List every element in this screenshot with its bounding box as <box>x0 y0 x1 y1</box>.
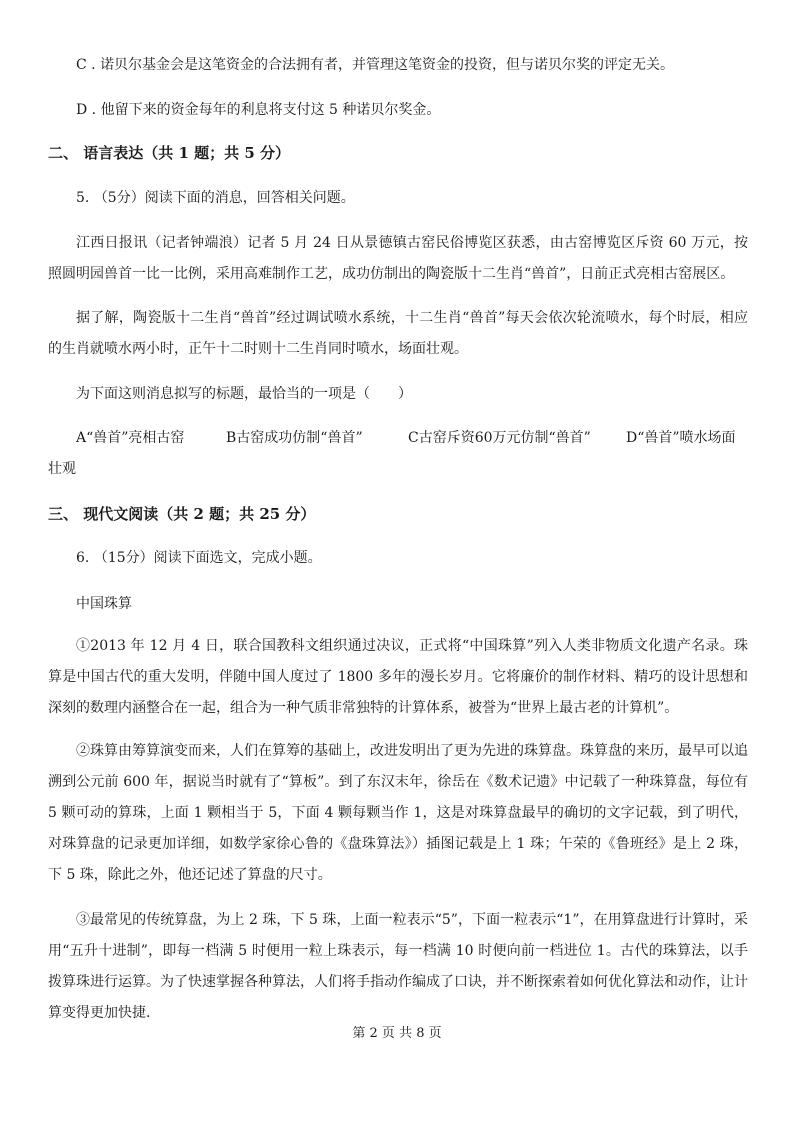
q4-option-d[interactable]: D . 他留下来的资金每年的利息将支付这 5 种诺贝尔奖金。 <box>76 102 441 118</box>
article-paragraph-2: ②珠算由筹算演变而来，人们在算筹的基础上，改进发明出了更为先进的珠算盘。珠算盘的来历，最早可以追溯到公元前 600 年，据说当时就有了“算板”。到了东汉末年，徐岳在《数术记遗》中记载了一种珠算盘，每位有 5 颗可动的算珠，上面 1 颗相当于 5，下面 4 颗每颗当作 1，这是对珠算盘最早的确切的文字记载，到了明代，对珠算盘的记录更加详细，如数学家徐心鲁的《盘珠算法》）插图记载是上 1 珠；午荣的《鲁班经》是上 2 珠，下 5 珠，除此之外，他还记述了算盘的尺寸。 <box>48 743 748 883</box>
page-footer: 第 2 页 共 8 页 <box>352 1026 442 1041</box>
q5-stem: 5. （5分）阅读下面的消息，回答相关问题。 <box>76 190 355 206</box>
q5-passage-p1: 江西日报讯（记者钟端浪）记者 5 月 24 日从景德镇古窑民俗博览区获悉，由古窑博览区斥资 60 万元，按照圆明园兽首一比一比例，采用高难制作工艺，成功仿制出的陶瓷版十二生肖“兽首”，日前正式亮相古窑展区。 <box>48 235 748 282</box>
article-paragraph-3: ③最常见的传统算盘，为上 2 珠，下 5 珠，上面一粒表示“5”，下面一粒表示“1”，在用算盘进行计算时，采用“五升十进制”，即每一档满 5 时便用一粒上珠表示，每一档满 10 时便向前一档进位 1。古代的珠算法，以手拨算珠进行运算。为了快速掌握各种算法，人们将手指动作编成了口诀，并不断探索着如何优化算法和动作，让计算变得更加快捷. <box>48 912 748 1021</box>
q5-option-d[interactable]: D“兽首”喷水场面 <box>626 430 736 446</box>
section-3-heading: 三、 现代文阅读（共 2 题；共 25 分） <box>48 505 316 523</box>
q5-option-b[interactable]: B古窑成功仿制“兽首” <box>226 430 363 446</box>
q5-question: 为下面这则消息拟写的标题，最恰当的一项是（ ） <box>76 386 412 402</box>
q6-stem: 6. （15分）阅读下面选文，完成小题。 <box>76 550 322 566</box>
q4-option-c[interactable]: C . 诺贝尔基金会是这笔资金的合法拥有者，并管理这笔资金的投资，但与诺贝尔奖的评定无关。 <box>76 57 675 73</box>
section-2-heading: 二、 语言表达（共 1 题；共 5 分） <box>48 144 290 162</box>
q5-option-d-continued: 壮观 <box>48 461 76 477</box>
article-title: 中国珠算 <box>76 596 132 612</box>
article-paragraph-1: ①2013 年 12 月 4 日，联合国教科文组织通过决议，正式将“中国珠算”列入人类非物质文化遗产名录。珠算是中国古代的重大发明，伴随中国人度过了 1800 多年的漫长岁月。它将廉价的制作材料、精巧的设计思想和深刻的数理内涵整合在一起，组合为一种气质非常独特的计算体系，被誉为“世界上最古老的计算机”。 <box>48 638 748 716</box>
q5-option-a[interactable]: A“兽首”亮相古窑 <box>76 430 185 446</box>
q5-passage-p2: 据了解，陶瓷版十二生肖“兽首”经过调试喷水系统，十二生肖“兽首”每天会依次轮流喷水，每个时辰，相应的生肖就喷水两小时，正午十二时则十二生肖同时喷水，场面壮观。 <box>48 310 748 357</box>
q5-option-c[interactable]: C古窑斥资60万元仿制“兽首” <box>408 430 591 446</box>
